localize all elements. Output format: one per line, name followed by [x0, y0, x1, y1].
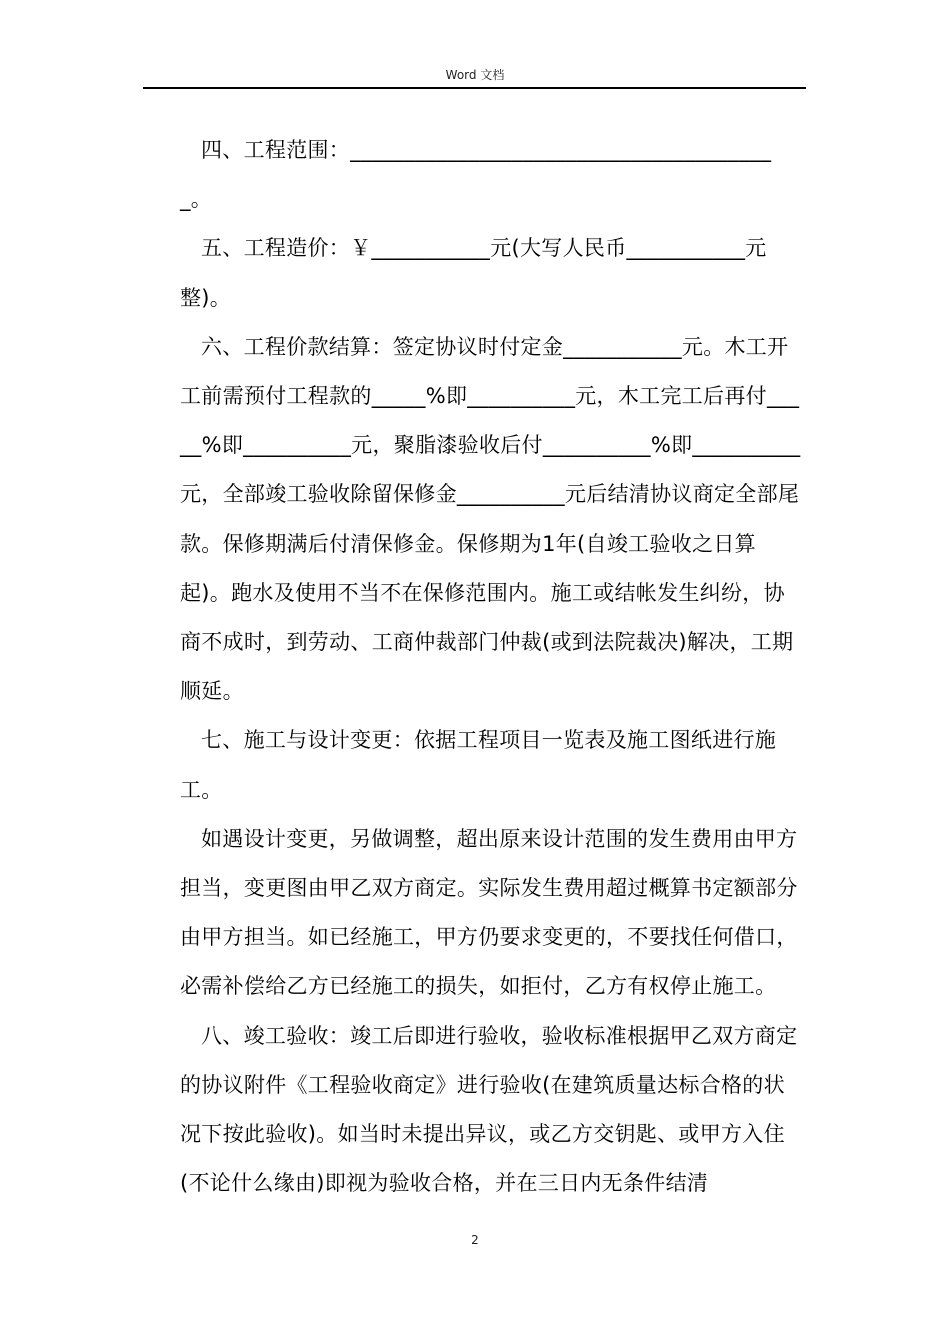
- paragraph-cost: 五、工程造价：￥___________元(大写人民币___________元整)。: [180, 236, 767, 310]
- paragraph-scope: 四、工程范围：________________________________________。: [180, 138, 772, 212]
- paragraph-acceptance: 八、竣工验收：竣工后即进行验收，验收标准根据甲乙双方商定的协议附件《工程验收商定》进行验收(在建筑质量达标合格的状况下按此验收)。如当时未提出异议，或乙方交钥匙、或甲方入住(不论什么缘由)即视为验收合格，并在三日内无条件结清: [180, 1023, 798, 1196]
- document-header-title: Word 文档: [445, 68, 505, 82]
- paragraph-design-change: 七、施工与设计变更：依据工程项目一览表及施工图纸进行施工。: [180, 728, 777, 802]
- paragraph-change-cost: 如遇设计变更，另做调整，超出原来设计范围的发生费用由甲方担当，变更图由甲乙双方商定。实际发生费用超过概算书定额部分由甲方担当。如已经施工，甲方仍要求变更的，不要找任何借口，必需补偿给乙方已经施工的损失，如拒付，乙方有权停止施工。: [180, 826, 798, 999]
- header-divider: [143, 87, 806, 89]
- document-body: [180, 126, 803, 1208]
- paragraph-settlement: 六、工程价款结算：签定协议时付定金___________元。木工开工前需预付工程款的_____%即__________元，木工完工后再付_____%即__________元，聚脂漆验收后付__________%即__________元，全部竣工验收除留保修金__________元后结清协议商定全部尾款。保修期满后付清保修金。保修期为1年(自竣工验收之日算起)。跑水及使用不当不在保修范围内。施工或结帐发生纠纷，协商不成时，到劳动、工商仲裁部门仲裁(或到法院裁决)解决，工期顺延。: [180, 334, 801, 704]
- page-number: 2: [471, 1233, 479, 1247]
